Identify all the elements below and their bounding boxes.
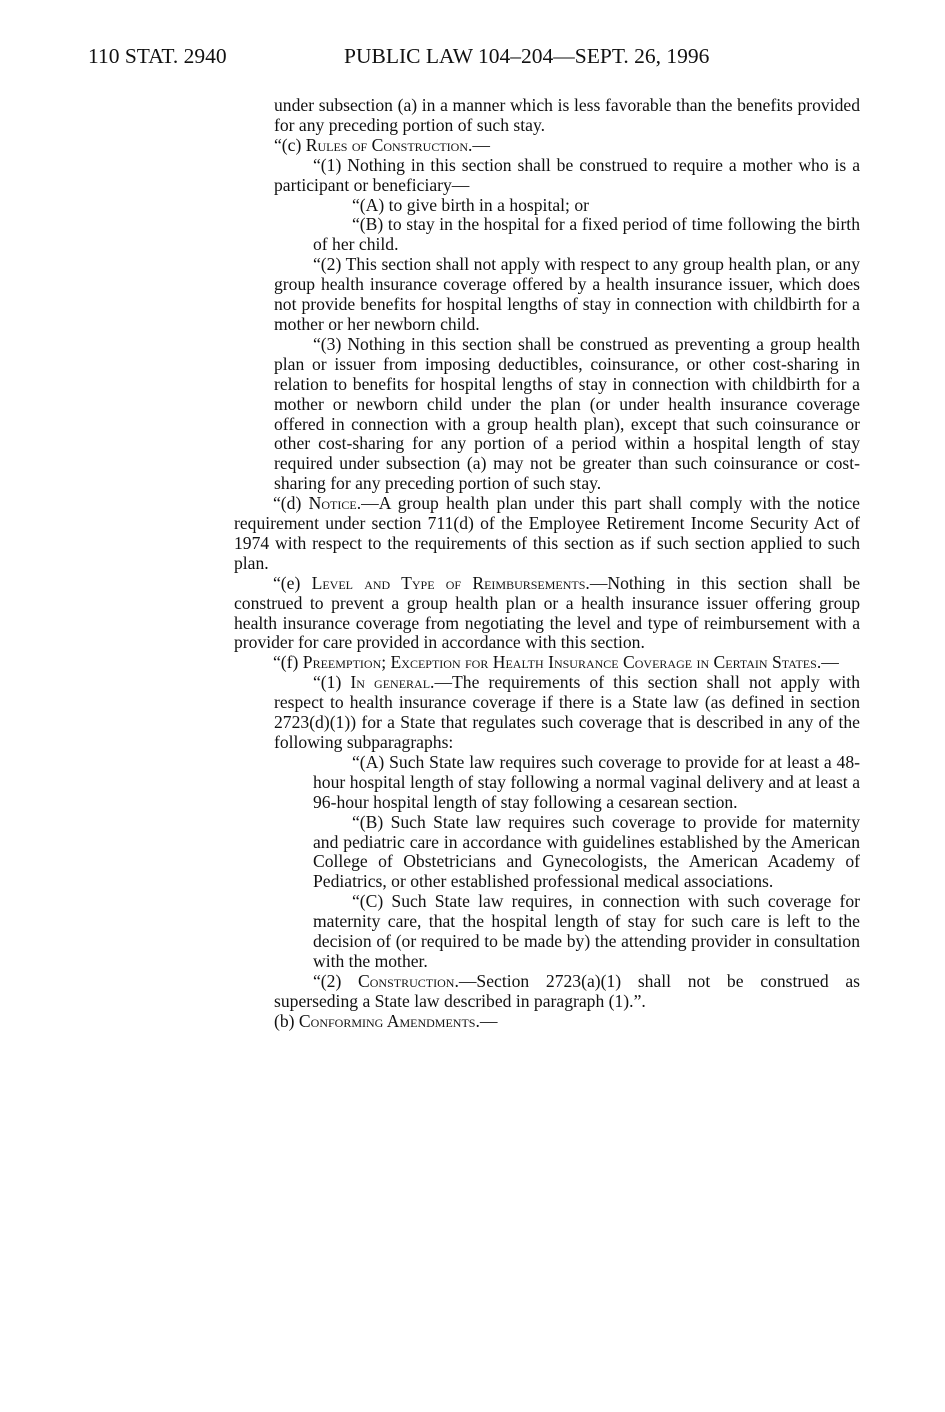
subparagraph-c1B: “(B) to stay in the hospital for a fixed period of time following the birth of her child. — [313, 214, 860, 255]
paragraph-c2: “(2) This section shall not apply with respect to any group health plan, or any group health insurance coverage offered by a health insurance issuer, which does not provide benefits for hospital lengths of stay in connection with childbirth for a mother or her newborn child. — [274, 254, 860, 334]
subparagraph-f1A: “(A) Such State law requires such coverage to provide for at least a 48-hour hospital length of stay following a normal vaginal delivery and at least a 96-hour hospital length of stay following a cesarean section. — [313, 751, 860, 812]
paragraph-c3: “(3) Nothing in this section shall be construed as preventing a group health plan or issuer from imposing deductibles, coinsurance, or other cost-sharing in relation to benefits for hospital lengths of stay in connection with childbirth for a mother or newborn child under the plan (or under health insurance coverage offered in connection with a group health plan), except that such coinsurance or other cost-sharing for any portion of a period within a hospital length of stay required under subsection (a) may not be greater than such coinsurance or cost-sharing for any preceding portion of such stay. — [274, 333, 860, 494]
statute-text — [0, 96, 945, 1032]
subparagraph-c1A: “(A) to give birth in a hospital; or — [352, 194, 589, 215]
paragraph-continuation: under subsection (a) in a manner which is less favorable than the benefits provided for any preceding portion of such stay. — [274, 95, 860, 135]
page-reference: 110 STAT. 2940 — [88, 44, 227, 68]
subsection-c-heading: “(c) Rules of Construction.— — [274, 134, 491, 155]
paragraph-c1: “(1) Nothing in this section shall be construed to require a mother who is a participant or beneficiary— — [274, 154, 860, 195]
subparagraph-f1C: “(C) Such State law requires, in connection with such coverage for maternity care, that the hospital length of stay for such care is left to the decision of (or required to be made by) the attending provider in consultation with the mother. — [313, 891, 860, 971]
paragraph-f2: “(2) Construction.—Section 2723(a)(1) shall not be construed as superseding a State law described in paragraph (1).”. — [274, 970, 860, 1011]
running-header — [88, 44, 888, 74]
subsection-b-heading: (b) Conforming Amendments.— — [274, 1010, 498, 1031]
law-title: PUBLIC LAW 104–204—SEPT. 26, 1996 — [344, 44, 710, 68]
subsection-f-heading: “(f) Preemption; Exception for Health Insurance Coverage in Certain States.— — [273, 652, 839, 673]
subparagraph-f1B: “(B) Such State law requires such coverage to provide for maternity and pediatric care in accordance with guidelines established by the American College of Obstetricians and Gynecologists, the American Academy of Pediatrics, or other established professional medical associations. — [313, 811, 860, 892]
paragraph-f1: “(1) In general.—The requirements of this section shall not apply with respect to health insurance coverage if there is a State law (as defined in section 2723(d)(1)) for a State that regulates such coverage that is described in any of the following subparagraphs: — [274, 672, 860, 752]
subsection-e: “(e) Level and Type of Reimbursements.—Nothing in this section shall be construed to prevent a group health plan or a health insurance issuer offering group health insurance coverage from negotiating the level and type of reimbursement with a provider for care provided in accordance with this section. — [234, 572, 861, 653]
subsection-d: “(d) Notice.—A group health plan under this part shall comply with the notice requirement under section 711(d) of the Employee Retirement Income Security Act of 1974 with respect to the requirements of this section as if such section applied to such plan. — [234, 493, 860, 573]
